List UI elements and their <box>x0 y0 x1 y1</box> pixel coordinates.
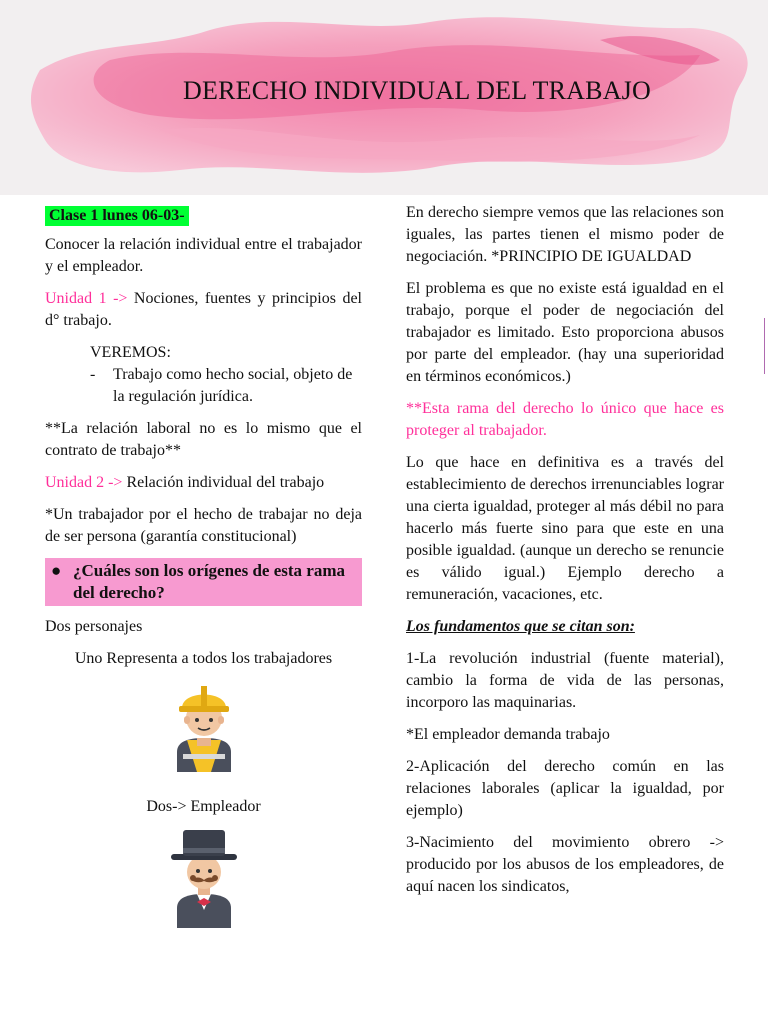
veremos-item-text: Trabajo como hecho social, objeto de la regulación jurídica. <box>113 366 353 405</box>
fundamento-1: 1-La revolución industrial (fuente material), cambio la forma de vida de las personas, incorporo las maquinarias. <box>406 650 724 711</box>
fundamento-1-note: *El empleador demanda trabajo <box>406 726 610 743</box>
fundamento-3: 3-Nacimiento del movimiento obrero -> producido por los abusos de los empleadores, de aquí nacen los sindicatos, <box>406 834 724 895</box>
dos-personajes: Dos personajes <box>45 618 143 635</box>
igualdad-paragraph: En derecho siempre vemos que las relaciones son iguales, las partes tienen el mismo poder de negociación. *PRINCIPIO DE IGUALDAD <box>406 204 724 265</box>
left-column <box>45 205 362 928</box>
derechos-paragraph: Lo que hace en definitiva es a través del establecimiento de derechos irrenunciables lograr una cierta igualdad, proteger al más débil no para hacerlo más fuerte sino para que este en una posible igualdad. (aunque un derecho se renuncie es válido igual.) Ejemplo derecho a remuneración, vacaciones, etc. <box>406 454 724 603</box>
margin-marker <box>764 318 768 374</box>
title-banner <box>0 0 768 195</box>
fundamentos-heading: Los fundamentos que se citan son: <box>406 618 635 635</box>
persona-note: *Un trabajador por el hecho de trabajar no deja de ser persona (garantía constitucional) <box>45 506 362 545</box>
problema-paragraph: El problema es que no existe está igualdad en el trabajo, porque el poder de negociación del trabajador es limitado. Esto proporciona abusos por parte del empleador. (hay una superioridad en términos económicos.) <box>406 280 724 385</box>
uno-representa: Uno Representa a todos los trabajadores <box>74 650 333 667</box>
unidad1-label: Unidad 1 -> <box>45 290 128 307</box>
worker-helmet-icon <box>169 680 239 772</box>
unidad2-label: Unidad 2 -> <box>45 474 123 491</box>
question-text: ¿Cuáles son los orígenes de esta rama del derecho? <box>73 561 345 602</box>
intro-paragraph: Conocer la relación individual entre el trabajador y el empleador. <box>45 236 362 275</box>
unidad2-text: Relación individual del trabajo <box>122 474 325 491</box>
unidad1-paragraph <box>45 288 362 332</box>
document-title: DERECHO INDIVIDUAL DEL TRABAJO <box>183 76 651 105</box>
veremos-title: VEREMOS: <box>90 344 171 361</box>
proteger-paragraph: **Esta rama del derecho lo único que hace es proteger al trabajador. <box>406 400 724 439</box>
dos-empleador: Dos-> Empleador <box>146 798 261 815</box>
origins-question <box>45 558 362 606</box>
veremos-block <box>90 342 362 408</box>
relacion-note: **La relación laboral no es lo mismo que el contrato de trabajo** <box>45 420 362 459</box>
right-column <box>406 202 724 908</box>
bullet-icon: ● <box>51 561 62 580</box>
veremos-list-item <box>90 364 362 408</box>
fundamento-2: 2-Aplicación del derecho común en las relaciones laborales (aplicar la igualdad, por ejemplo) <box>406 758 724 819</box>
unidad1-text: Nociones, fuentes y principios del d° trabajo. <box>45 290 363 329</box>
clase-label: Clase 1 lunes 06-03- <box>45 206 189 226</box>
unidad2-paragraph <box>45 472 362 494</box>
dash-bullet-icon: - <box>90 366 96 383</box>
employer-top-hat-icon <box>169 828 239 928</box>
